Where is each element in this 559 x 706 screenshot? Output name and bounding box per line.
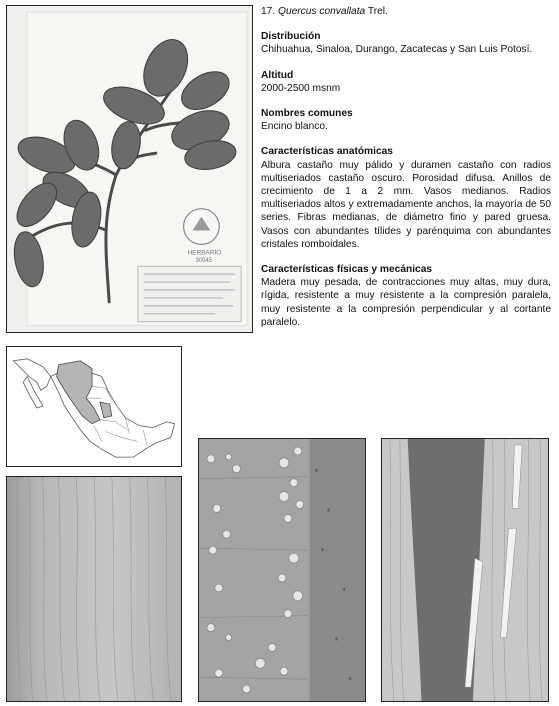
- herbarium-stamp-label: HERBARIO: [187, 249, 222, 257]
- common-names-text: Encino blanco.: [261, 121, 328, 133]
- physical-mechanical-text: Madera muy pesada, de contracciones muy altas, muy dura, rígida, resistente a muy resistente a la compresión paralela, muy resistente a la compresión perpendicular y al cortante paralelo.: [261, 277, 551, 328]
- cross-section-drawing: [199, 439, 365, 701]
- common-names-heading: Nombres comunes: [261, 108, 353, 120]
- mexico-map-drawing: [7, 347, 181, 466]
- herbarium-number: 30945: [195, 258, 212, 265]
- species-author: Trel.: [367, 6, 388, 17]
- wood-surface-image: [6, 476, 182, 702]
- herbarium-specimen-drawing: [7, 6, 252, 332]
- species-number: 17.: [261, 6, 276, 17]
- species-description: [261, 5, 551, 329]
- herbarium-specimen-image: [6, 5, 253, 333]
- anatomical-text: Albura castaño muy pálido y duramen castaño con radios multiseriados castaño oscuro. Porosidad difusa. Anillos de crecimiento de 1 a 2 mm. Vasos medianos. Radios multiseriados altos y extremadamente anchos, la mayoría de 50 series. Fibras medianas, de diámetro fino y pared gruesa. Vasos con abundantes tílides y parénquima con abundantes cristales romboidales.: [261, 159, 551, 250]
- wood-grain-drawing: [7, 477, 181, 701]
- cross-section-micrograph: [198, 438, 366, 702]
- physical-mechanical-heading: Características físicas y mecánicas: [261, 264, 433, 276]
- tangential-section-micrograph: [381, 438, 549, 702]
- species-name: Quercus convallata: [278, 6, 366, 17]
- distribution-heading: Distribución: [261, 31, 321, 43]
- distribution-text: Chihuahua, Sinaloa, Durango, Zacatecas y San Luis Potosí.: [261, 44, 533, 56]
- altitude-text: 2000-2500 msnm: [261, 82, 341, 94]
- tangential-section-drawing: [382, 439, 548, 701]
- distribution-map: [6, 346, 182, 467]
- anatomical-heading: Características anatómicas: [261, 146, 393, 158]
- species-title: [261, 5, 551, 18]
- altitude-heading: Altitud: [261, 69, 294, 81]
